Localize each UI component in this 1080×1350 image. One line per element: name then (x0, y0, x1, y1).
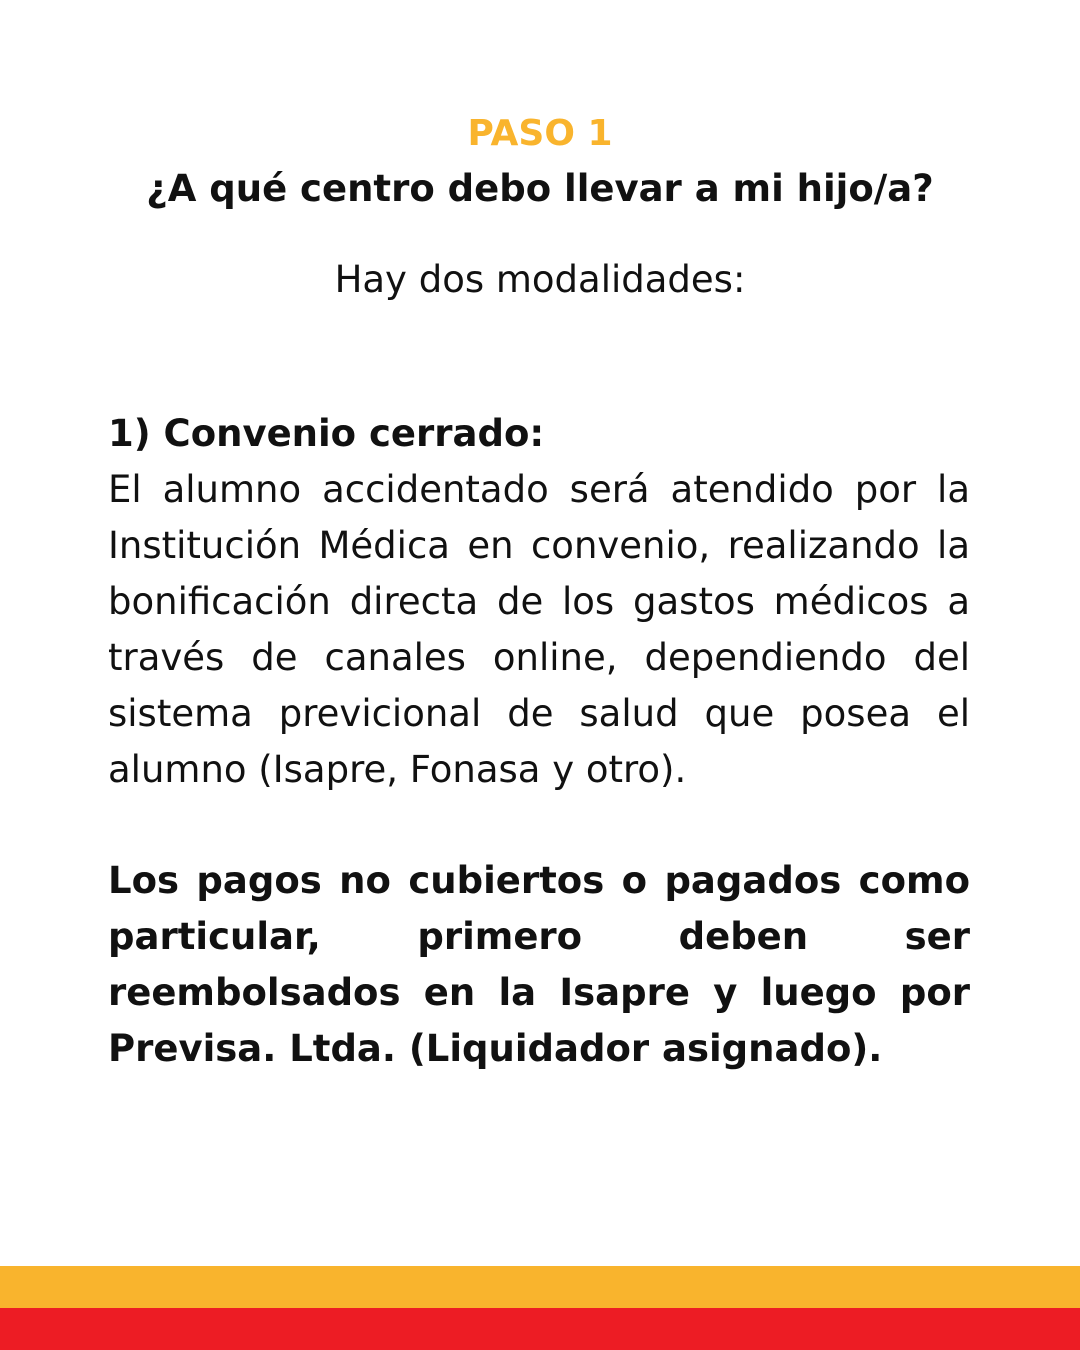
step-question-heading: ¿A qué centro debo llevar a mi hijo/a? (146, 167, 934, 210)
reimbursement-note: Los pagos no cubiertos o pagados como particular, primero deben ser reembolsados en la Isapre y luego por Previsa. Ltda. (Liquidador asignado). (108, 859, 970, 1070)
footer-bar-red (0, 1308, 1080, 1350)
section-body-convenio-cerrado: El alumno accidentado será atendido por la Institución Médica en convenio, realizando la bonificación directa de los gastos médicos a través de canales online, dependiendo del sistema previcional de salud que posea el alumno (Isapre, Fonasa y otro). (108, 468, 970, 791)
footer-bar-yellow (0, 1266, 1080, 1308)
intro-text: Hay dos modalidades: (334, 258, 746, 301)
section-title-convenio-cerrado: 1) Convenio cerrado: (108, 412, 545, 455)
step-label: PASO 1 (467, 113, 613, 154)
